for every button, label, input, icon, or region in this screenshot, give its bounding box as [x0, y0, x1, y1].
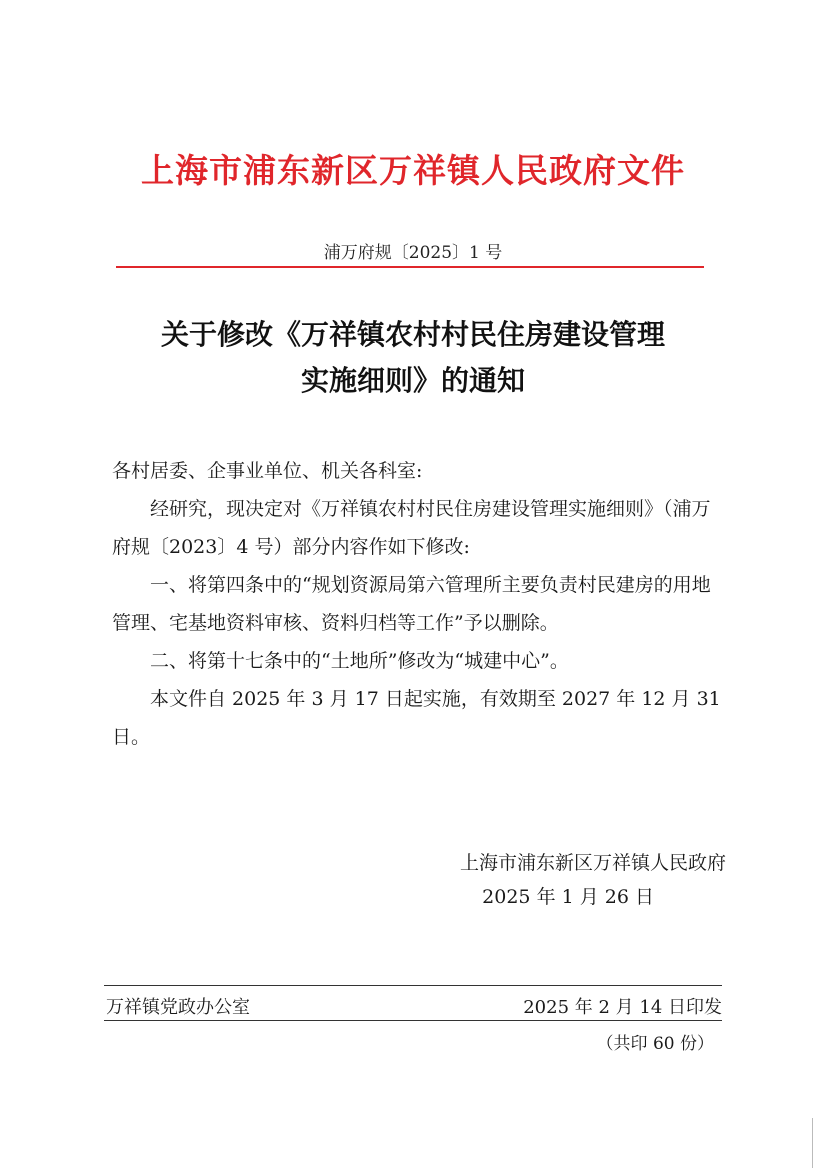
salutation: 各村居委、企事业单位、机关各科室: — [112, 460, 423, 482]
footer-issue-date: 2025 年 2 月 14 日印发 — [523, 997, 722, 1018]
footer-top-divider — [104, 985, 722, 986]
document-header-title: 上海市浦东新区万祥镇人民政府文件 — [141, 151, 685, 190]
footer-bottom-divider — [104, 1020, 722, 1021]
notice-title-line-1: 关于修改《万祥镇农村村民住房建设管理 — [160, 318, 665, 351]
notice-title — [0, 312, 826, 404]
document-number: 浦万府规〔2025〕1 号 — [323, 243, 503, 263]
body-paragraph-item-2: 二、将第十七条中的“土地所”修改为“城建中心”。 — [150, 650, 569, 672]
signature-date: 2025 年 1 月 26 日 — [482, 886, 654, 908]
body-paragraph-effective-date: 本文件自 2025 年 3 月 17 日起实施，有效期至 2027 年 12 月 31 日。 — [112, 688, 721, 748]
signature-organization: 上海市浦东新区万祥镇人民政府 — [459, 852, 726, 874]
notice-title-line-2: 实施细则》的通知 — [300, 364, 525, 397]
scan-edge-mark — [812, 1118, 813, 1168]
notice-body — [112, 452, 724, 756]
body-paragraph-intro: 经研究，现决定对《万祥镇农村村民住房建设管理实施细则》（浦万府规〔2023〕4 号）部分内容作如下修改: — [112, 498, 711, 558]
body-paragraph-item-1: 一、将第四条中的“规划资源局第六管理所主要负责村民建房的用地管理、宅基地资料审核、资料归档等工作”予以删除。 — [112, 574, 711, 634]
header-red-divider — [116, 266, 704, 268]
footer-issuing-office: 万祥镇党政办公室 — [106, 997, 250, 1018]
footer-copy-count: （共印 60 份） — [596, 1034, 714, 1054]
